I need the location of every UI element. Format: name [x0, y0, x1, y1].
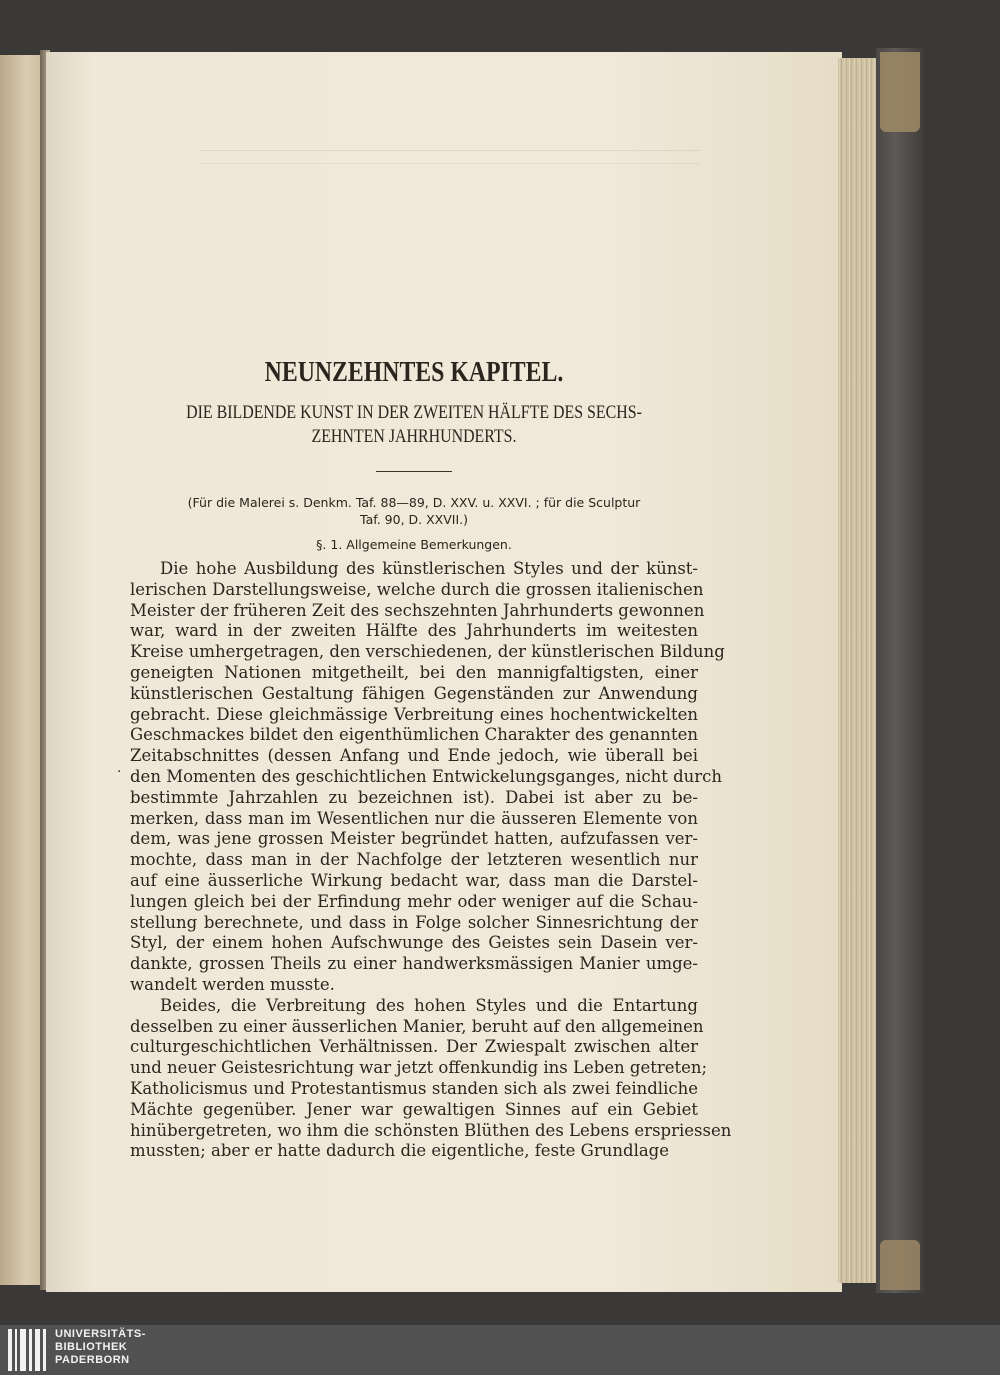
text-line: mochte, dass man in der Nachfolge der letzteren wesentlich nur: [130, 850, 698, 870]
logo-line: BIBLIOTHEK: [55, 1341, 128, 1353]
margin-mark: .: [117, 760, 122, 776]
footer-bar: [0, 1325, 1000, 1375]
library-logo-icon: [8, 1329, 48, 1371]
text-line: Geschmackes bildet den eigenthümlichen Charakter des genannten: [130, 725, 699, 745]
text-line: Zeitabschnittes (dessen Anfang und Ende jedoch, wie überall bei: [130, 746, 698, 766]
text-line: dem, was jene grossen Meister begründet hatten, aufzufassen ver-: [130, 829, 698, 849]
left-page-edge: [0, 55, 44, 1285]
text-line: geneigten Nationen mitgetheilt, bei den mannigfaltigsten, einer: [130, 662, 698, 682]
text-line: merken, dass man im Wesentlichen nur die äusseren Elemente von: [130, 808, 698, 828]
chapter-subtitle-line: DIE BILDENDE KUNST IN DER ZWEITEN HÄLFTE DES SECHS-: [186, 403, 642, 423]
reference-line: (Für die Malerei s. Denkm. Taf. 88—89, D. XXV. u. XXVI. ; für die Sculptur: [187, 495, 641, 510]
show-through-header: [200, 150, 700, 164]
paragraph-2: [130, 995, 732, 1162]
text-line: dankte, grossen Theils zu einer handwerksmässigen Manier umge-: [130, 954, 698, 974]
paragraph-1: [130, 559, 725, 996]
text-line: gebracht. Diese gleichmässige Verbreitung eines hochentwickelten: [130, 704, 698, 724]
chapter-subtitle: [170, 401, 658, 449]
chapter-title: NEUNZEHNTES KAPITEL.: [264, 356, 564, 388]
text-line: Kreise umhergetragen, den verschiedenen, der künstlerischen Bildung: [130, 642, 725, 662]
library-logo-text: [55, 1328, 146, 1367]
book-cover: [876, 48, 924, 1293]
text-line: hinübergetreten, wo ihm die schönsten Blüthen des Lebens erspriessen: [130, 1120, 732, 1140]
logo-line: PADERBORN: [55, 1354, 130, 1366]
text-line: war, ward in der zweiten Hälfte des Jahrhunderts im weitesten: [130, 621, 698, 641]
cover-corner-bottom: [880, 1240, 920, 1290]
text-line: Meister der früheren Zeit des sechszehnten Jahrhunderts gewonnen: [130, 600, 705, 620]
section-heading: §. 1. Allgemeine Bemerkungen.: [316, 537, 512, 552]
page-edges: [838, 58, 880, 1283]
text-line: wandelt werden musste.: [130, 974, 335, 994]
text-line: lerischen Darstellungsweise, welche durch die grossen italienischen: [130, 579, 704, 599]
text-line: Mächte gegenüber. Jener war gewaltigen Sinnes auf ein Gebiet: [130, 1099, 698, 1119]
text-line: künstlerischen Gestaltung fähigen Gegenständen zur Anwendung: [130, 683, 698, 703]
chapter-subtitle-line: ZEHNTEN JAHRHUNDERTS.: [311, 427, 517, 447]
text-block: [130, 355, 732, 1162]
text-line: den Momenten des geschichtlichen Entwickelungsganges, nicht durch: [130, 766, 723, 786]
text-line: und neuer Geistesrichtung war jetzt offenkundig ins Leben getreten;: [130, 1058, 708, 1078]
text-line: culturgeschichtlichen Verhältnissen. Der Zwiespalt zwischen alter: [130, 1037, 698, 1057]
cover-corner-top: [880, 52, 920, 132]
text-line: bestimmte Jahrzahlen zu bezeichnen ist). Dabei ist aber zu be-: [130, 787, 698, 807]
reference-line: Taf. 90, D. XXVII.): [360, 512, 468, 527]
text-line: Katholicismus und Protestantismus standen sich als zwei feindliche: [130, 1078, 698, 1098]
text-line: lungen gleich bei der Erfindung mehr oder weniger auf die Schau-: [130, 891, 698, 911]
text-line: stellung berechnete, und dass in Folge solcher Sinnesrichtung der: [130, 912, 698, 932]
text-line: auf eine äusserliche Wirkung bedacht war, dass man die Darstel-: [130, 870, 698, 890]
text-line: Beides, die Verbreitung des hohen Styles und die Entartung: [160, 995, 698, 1015]
text-line: Die hohe Ausbildung des künstlerischen Styles und der künst-: [160, 559, 698, 578]
text-line: Styl, der einem hohen Aufschwunge des Geistes sein Dasein ver-: [130, 933, 698, 953]
logo-line: UNIVERSITÄTS-: [55, 1328, 146, 1340]
text-line: desselben zu einer äusserlichen Manier, beruht auf den allgemeinen: [130, 1016, 704, 1036]
plate-reference: [130, 494, 698, 528]
divider-rule: [376, 471, 452, 472]
text-line: mussten; aber er hatte dadurch die eigentliche, feste Grundlage: [130, 1141, 670, 1161]
